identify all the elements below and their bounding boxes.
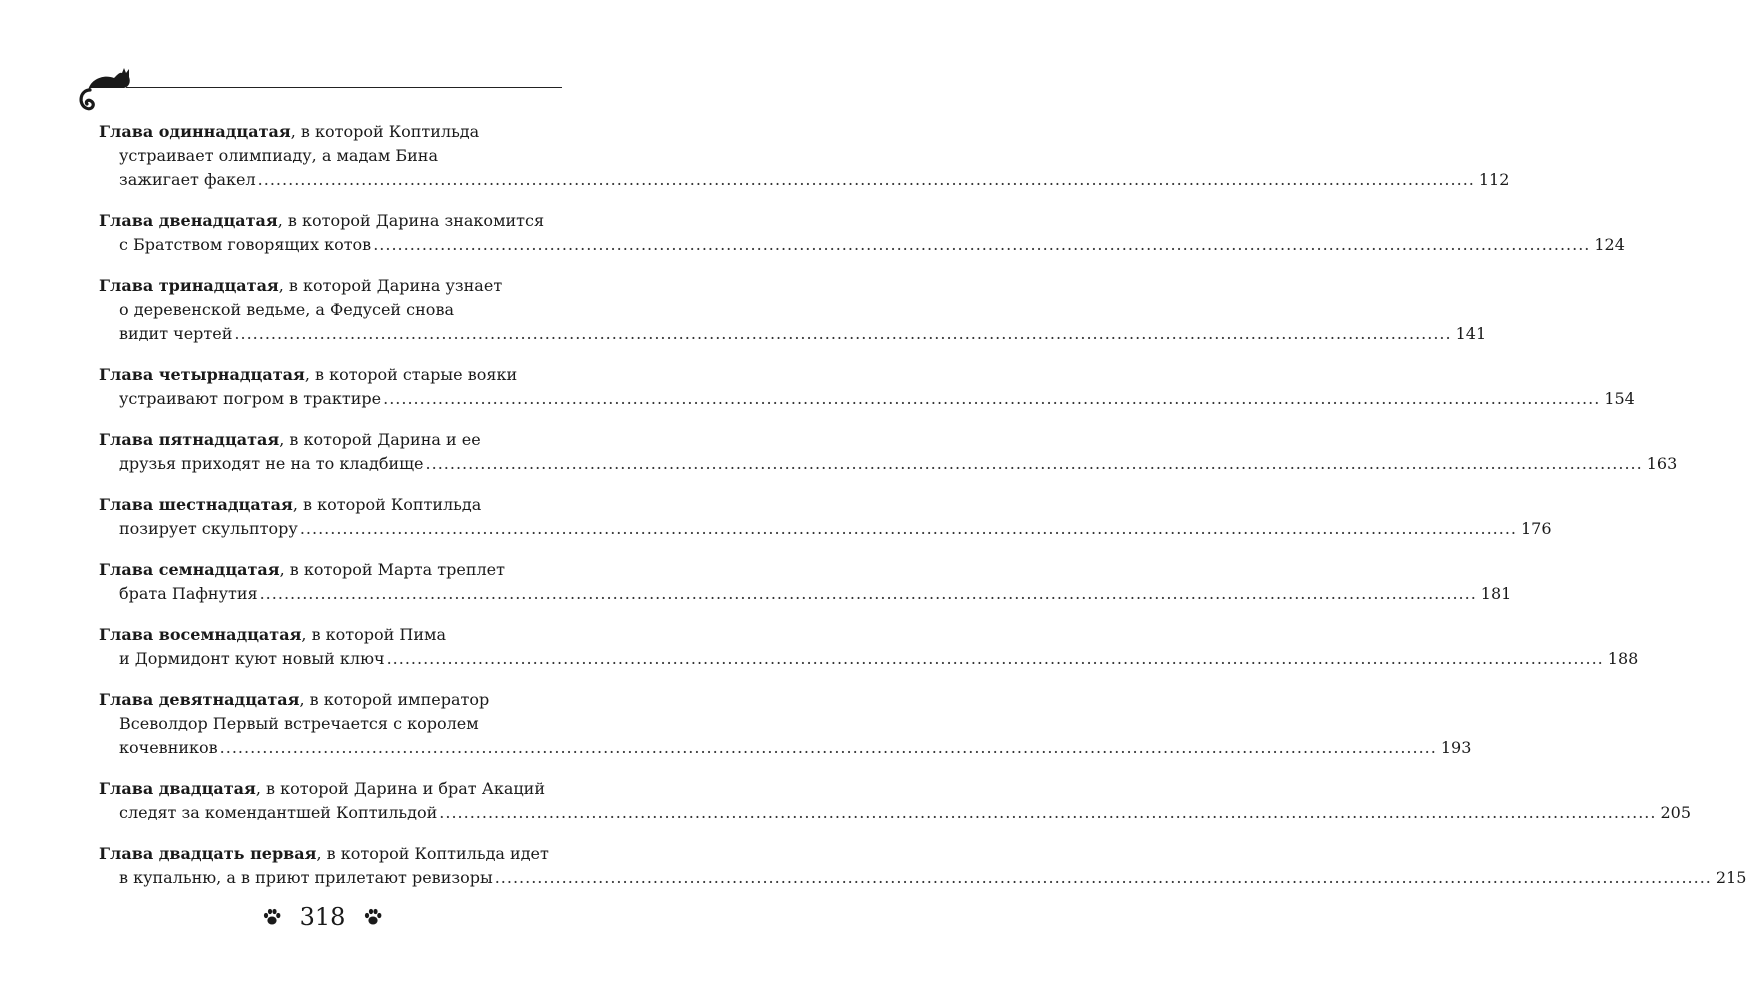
toc-line	[99, 623, 565, 647]
chapter-title: Глава пятнадцатая	[99, 430, 280, 449]
chapter-title: Глава двадцатая	[99, 779, 256, 798]
chapter-description: видит чертей	[119, 324, 233, 343]
chapter-description: , в которой Дарина знакомится	[277, 211, 545, 230]
paw-icon	[363, 907, 383, 927]
toc-line	[99, 209, 565, 233]
toc-line	[99, 274, 565, 298]
toc-line	[99, 647, 1639, 671]
dot-leader: ........................................................................................................................................................................................................	[383, 389, 1601, 408]
chapter-title: Глава восемнадцатая	[99, 625, 302, 644]
toc-entry	[99, 623, 1639, 671]
page-ref: 154	[1604, 389, 1635, 408]
chapter-description: устраивает олимпиаду, а мадам Бина	[119, 146, 438, 165]
page-footer	[0, 903, 645, 931]
toc-entry	[99, 363, 1635, 411]
toc-line	[99, 517, 1552, 541]
chapter-description: , в которой император	[299, 690, 490, 709]
chapter-title: Глава семнадцатая	[99, 560, 280, 579]
toc-entry	[99, 274, 1487, 346]
toc-entry	[99, 120, 1510, 192]
chapter-description: Всеволдор Первый встречается с королем	[119, 714, 479, 733]
dot-leader: ........................................................................................................................................................................................................	[494, 868, 1712, 887]
toc-entry	[99, 428, 1678, 476]
dot-leader: ........................................................................................................................................................................................................	[259, 584, 1477, 603]
chapter-title: Глава шестнадцатая	[99, 495, 293, 514]
chapter-description: в купальню, а в приют прилетают ревизоры	[119, 868, 493, 887]
toc-line	[99, 801, 1691, 825]
dot-leader: ........................................................................................................................................................................................................	[439, 803, 1657, 822]
page-number: 318	[299, 903, 346, 931]
page-header	[76, 64, 562, 114]
chapter-title: Глава двадцать первая	[99, 844, 317, 863]
chapter-description: следят за комендантшей Коптильдой	[119, 803, 438, 822]
toc-entry	[99, 688, 1472, 760]
toc-line	[99, 452, 1678, 476]
toc-line	[99, 777, 565, 801]
toc-line	[99, 322, 1487, 346]
chapter-description: зажигает факел	[119, 170, 256, 189]
paw-icon	[262, 907, 282, 927]
toc-line	[99, 558, 565, 582]
page-ref: 141	[1455, 324, 1487, 343]
toc-line	[99, 363, 565, 387]
page-ref: 188	[1607, 649, 1639, 668]
dot-leader: ........................................................................................................................................................................................................	[219, 738, 1437, 757]
dot-leader: ........................................................................................................................................................................................................	[386, 649, 1604, 668]
chapter-description: , в которой Коптильда	[292, 495, 482, 514]
table-of-contents	[99, 120, 1746, 907]
toc-line	[99, 736, 1472, 760]
chapter-title: Глава одиннадцатая	[99, 122, 291, 141]
chapter-description: друзья приходят не на то кладбище	[119, 454, 424, 473]
page-ref: 124	[1594, 235, 1625, 254]
chapter-description: , в которой Дарина и брат Акаций	[255, 779, 545, 798]
page-ref: 205	[1660, 803, 1691, 822]
chapter-description: , в которой Коптильда	[290, 122, 480, 141]
chapter-title: Глава тринадцатая	[99, 276, 279, 295]
dot-leader: ........................................................................................................................................................................................................	[234, 324, 1452, 343]
chapter-title: Глава четырнадцатая	[99, 365, 305, 384]
toc-line	[99, 866, 1746, 890]
chapter-description: , в которой Дарина и ее	[279, 430, 481, 449]
chapter-description: брата Пафнутия	[119, 584, 258, 603]
toc-entry	[99, 493, 1552, 541]
page-ref: 112	[1478, 170, 1510, 189]
toc-entry	[99, 842, 1746, 890]
chapter-description: , в которой старые вояки	[304, 365, 518, 384]
toc-line	[99, 144, 565, 168]
page-ref: 193	[1440, 738, 1472, 757]
chapter-description: устраивают погром в трактире	[119, 389, 382, 408]
dot-leader: ........................................................................................................................................................................................................	[425, 454, 1643, 473]
toc-line	[99, 168, 1510, 192]
toc-line	[99, 493, 565, 517]
chapter-description: , в которой Пима	[301, 625, 446, 644]
toc-line	[99, 120, 565, 144]
chapter-description: и Дормидонт куют новый ключ	[119, 649, 385, 668]
toc-entry	[99, 777, 1691, 825]
cat-icon	[76, 64, 132, 114]
toc-entry	[99, 209, 1625, 257]
chapter-title: Глава двенадцатая	[99, 211, 278, 230]
toc-line	[99, 233, 1625, 257]
chapter-description: позирует скульптору	[119, 519, 298, 538]
toc-line	[99, 582, 1512, 606]
chapter-description: , в которой Марта треплет	[279, 560, 505, 579]
toc-line	[99, 428, 565, 452]
toc-line	[99, 298, 565, 322]
chapter-description: , в которой Дарина узнает	[278, 276, 503, 295]
chapter-description: с Братством говорящих котов	[119, 235, 372, 254]
toc-entry	[99, 558, 1512, 606]
page-ref: 163	[1646, 454, 1678, 473]
page-ref: 176	[1521, 519, 1552, 538]
dot-leader: ........................................................................................................................................................................................................	[373, 235, 1591, 254]
dot-leader: ........................................................................................................................................................................................................	[299, 519, 1517, 538]
toc-line	[99, 688, 565, 712]
page-ref: 181	[1480, 584, 1512, 603]
chapter-description: о деревенской ведьме, а Федусей снова	[119, 300, 454, 319]
chapter-description: кочевников	[119, 738, 218, 757]
chapter-title: Глава девятнадцатая	[99, 690, 300, 709]
toc-line	[99, 387, 1635, 411]
chapter-description: , в которой Коптильда идет	[316, 844, 549, 863]
header-rule	[126, 87, 562, 88]
dot-leader: ........................................................................................................................................................................................................	[257, 170, 1475, 189]
toc-line	[99, 712, 565, 736]
toc-line	[99, 842, 565, 866]
page-ref: 215	[1715, 868, 1746, 887]
